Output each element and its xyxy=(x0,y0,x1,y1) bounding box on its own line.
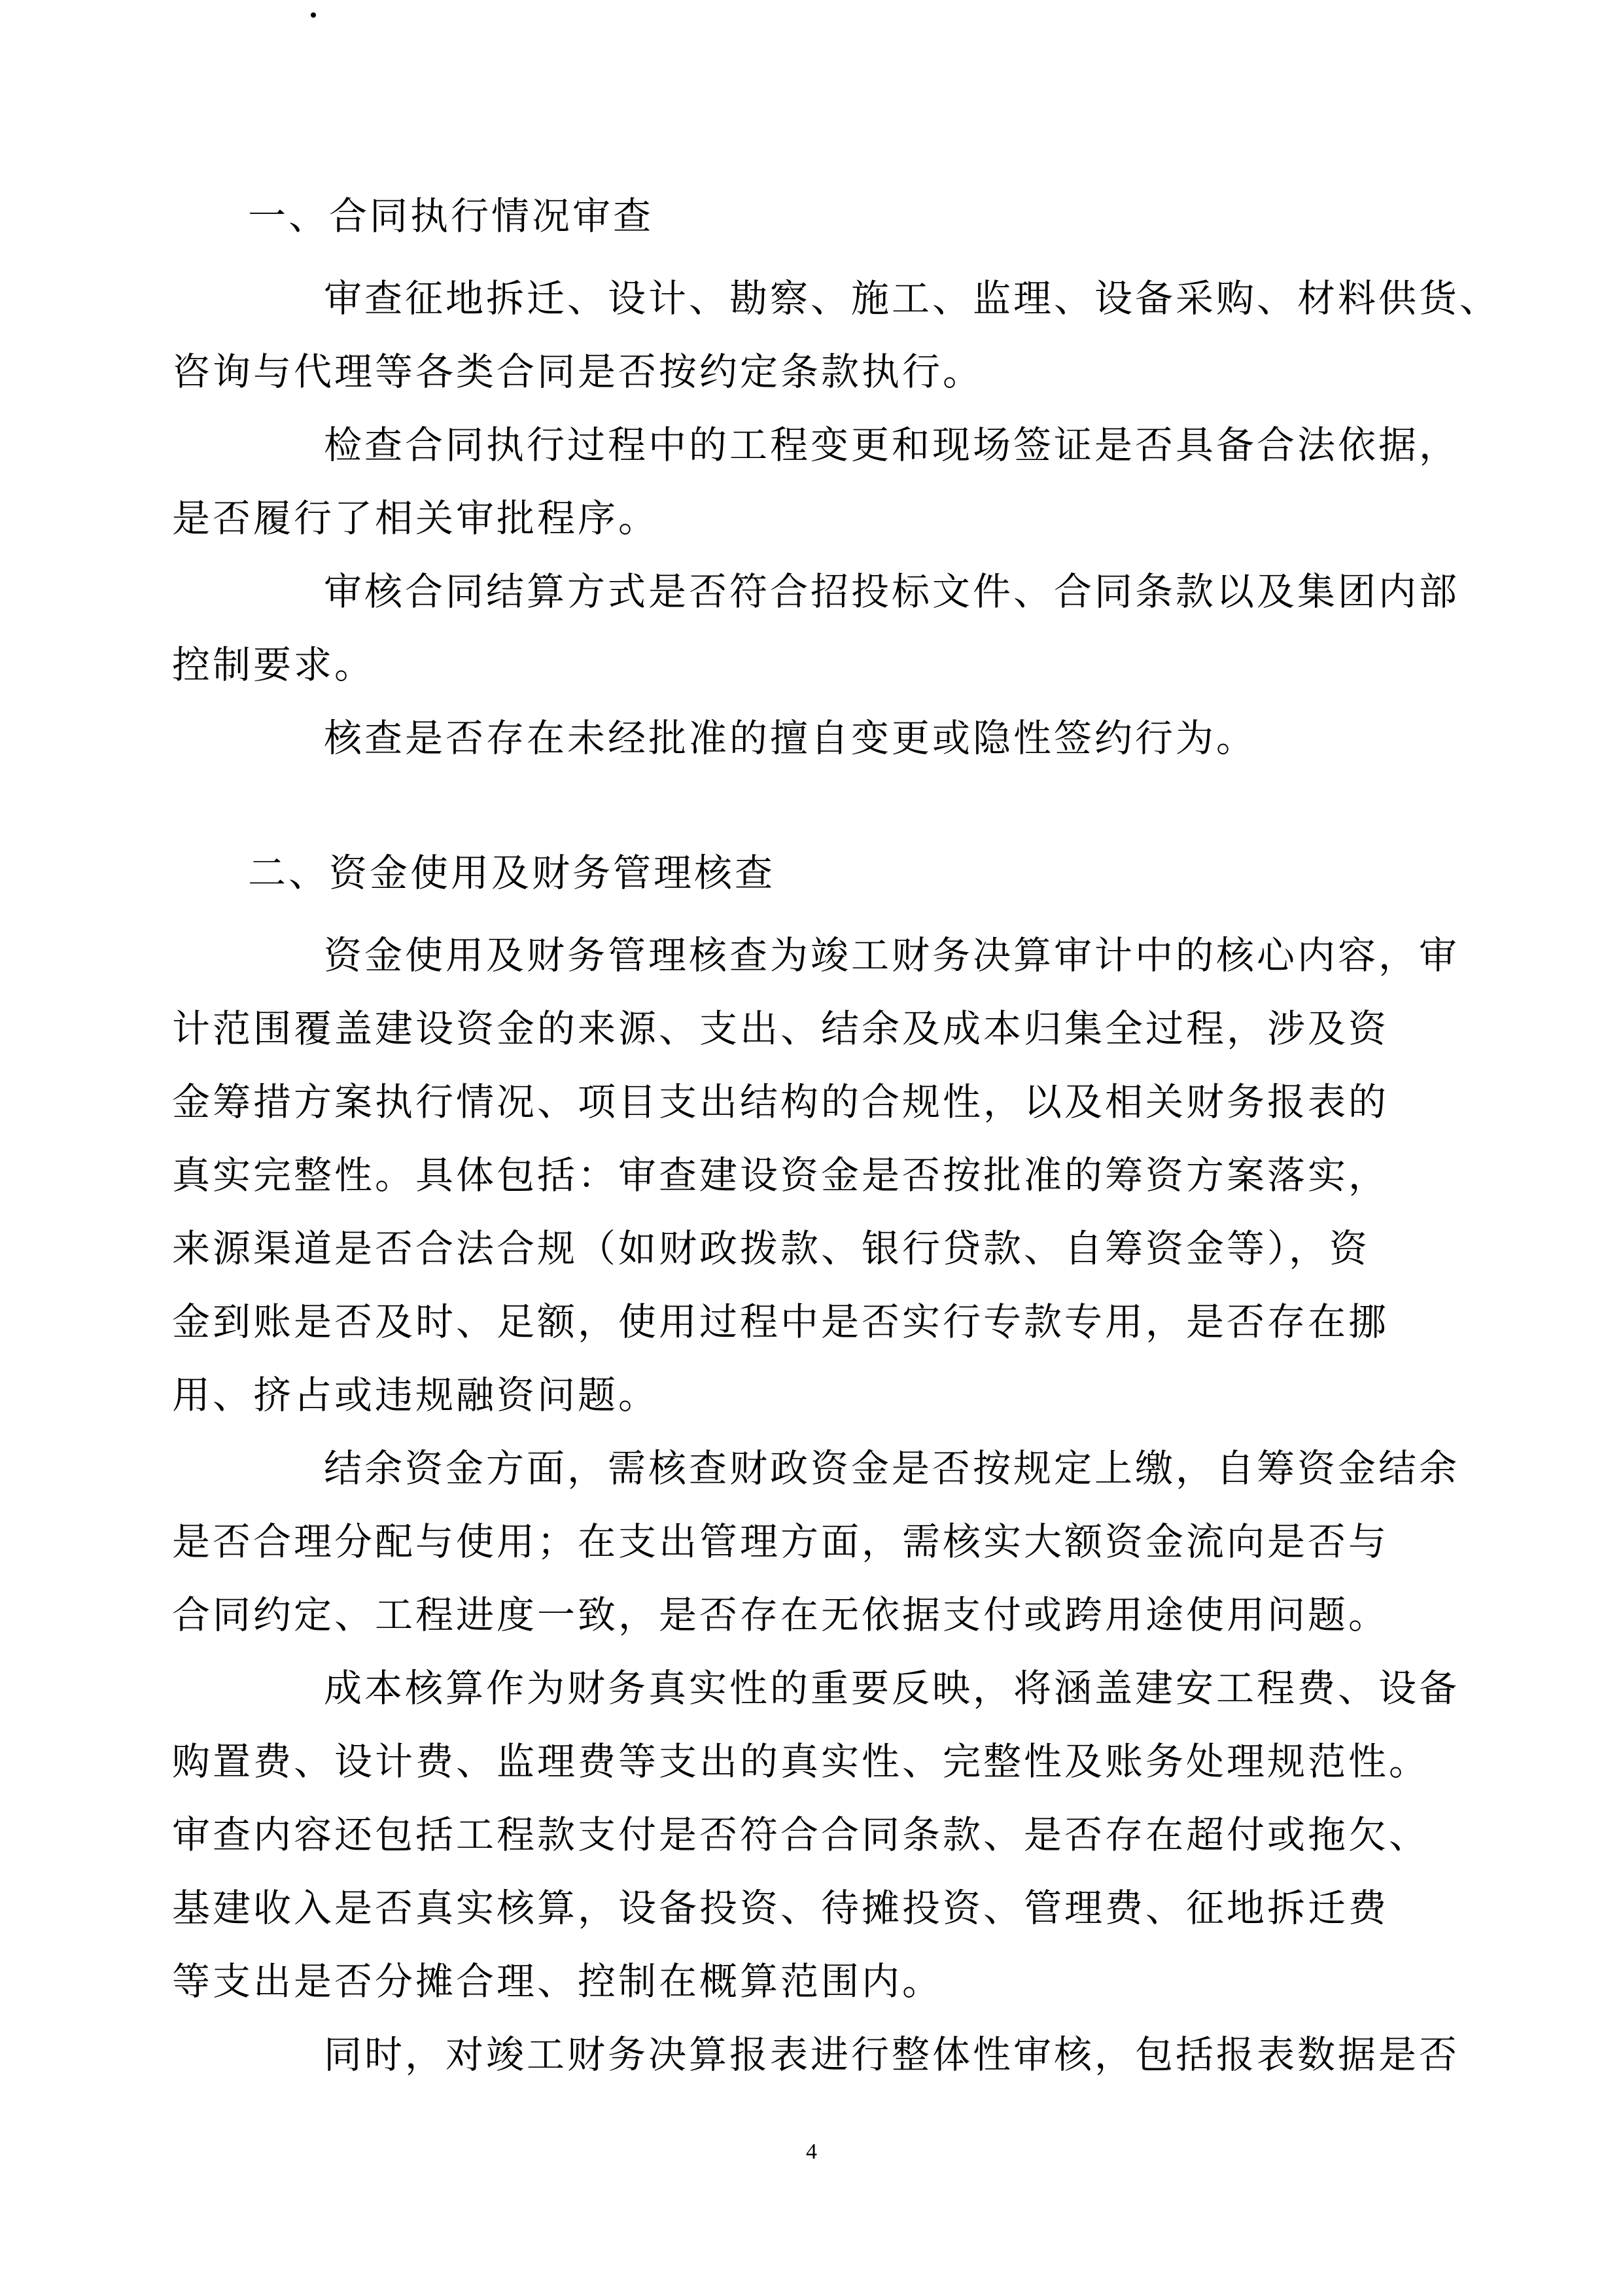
text-line: 核查是否存在未经批准的擅自变更或隐性签约行为。 xyxy=(324,716,1257,760)
text-line: 咨询与代理等各类合同是否按约定条款执行。 xyxy=(172,349,984,394)
text-line: 等支出是否分摊合理、控制在概算范围内。 xyxy=(172,1959,943,2004)
text-line: 检查合同执行过程中的工程变更和现场签证是否具备合法依据， xyxy=(324,423,1460,467)
text-line: 审查征地拆迁、设计、勘察、施工、监理、设备采购、材料供货、 xyxy=(324,276,1501,321)
text-line: 基建收入是否真实核算，设备投资、待摊投资、管理费、征地拆迁费 xyxy=(172,1886,1389,1930)
text-line: 审查内容还包括工程款支付是否符合合同条款、是否存在超付或拖欠、 xyxy=(172,1812,1430,1857)
text-line: 是否履行了相关审批程序。 xyxy=(172,496,659,540)
section-fund-usage xyxy=(172,847,1460,2091)
paragraph xyxy=(172,919,1460,1432)
document-body xyxy=(172,190,1501,2091)
text-line: 合同约定、工程进度一致，是否存在无依据支付或跨用途使用问题。 xyxy=(172,1593,1389,1637)
text-line: 结余资金方面，需核查财政资金是否按规定上缴，自筹资金结余 xyxy=(324,1446,1460,1491)
paragraph xyxy=(248,701,1386,775)
header-dot-mark xyxy=(311,12,316,18)
paragraph xyxy=(172,1432,1460,1651)
text-line: 审核合同结算方式是否符合招投标文件、合同条款以及集团内部 xyxy=(324,569,1460,614)
section-heading: 一、合同执行情况审查 xyxy=(248,194,654,238)
text-line: 购置费、设计费、监理费等支出的真实性、完整性及账务处理规范性。 xyxy=(172,1739,1430,1784)
text-line: 金到账是否及时、足额，使用过程中是否实行专款专用，是否存在挪 xyxy=(172,1299,1389,1344)
paragraph xyxy=(172,1651,1460,2018)
page-number: 4 xyxy=(806,2140,817,2164)
text-line: 资金使用及财务管理核查为竣工财务决算审计中的核心内容，审 xyxy=(324,933,1460,978)
text-line: 真实完整性。具体包括：审查建设资金是否按批准的筹资方案落实， xyxy=(172,1153,1389,1197)
text-line: 同时，对竣工财务决算报表进行整体性审核，包括报表数据是否 xyxy=(324,2032,1460,2077)
text-line: 计范围覆盖建设资金的来源、支出、结余及成本归集全过程，涉及资 xyxy=(172,1006,1389,1051)
text-line: 用、挤占或违规融资问题。 xyxy=(172,1373,659,1417)
text-line: 金筹措方案执行情况、项目支出结构的合规性，以及相关财务报表的 xyxy=(172,1080,1389,1124)
text-line: 成本核算作为财务真实性的重要反映，将涵盖建安工程费、设备 xyxy=(324,1666,1460,1710)
section-heading: 二、资金使用及财务管理核查 xyxy=(248,851,776,895)
section-contract-execution xyxy=(172,190,1501,775)
paragraph xyxy=(172,555,1460,701)
text-line: 控制要求。 xyxy=(172,643,375,687)
paragraph xyxy=(172,262,1501,408)
text-line: 是否合理分配与使用；在支出管理方面，需核实大额资金流向是否与 xyxy=(172,1519,1389,1564)
text-line: 来源渠道是否合法合规（如财政拨款、银行贷款、自筹资金等），资 xyxy=(172,1226,1370,1271)
paragraph xyxy=(172,408,1460,555)
paragraph xyxy=(248,2018,1460,2091)
